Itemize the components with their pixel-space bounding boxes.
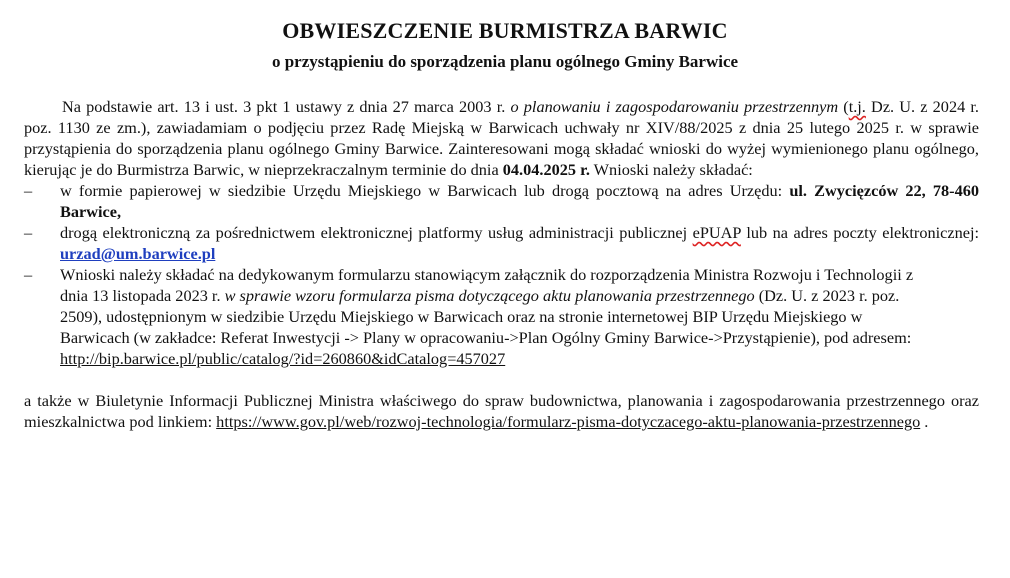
list-item-text: (Dz. U. z 2023 r. poz. 2509), udostępnionym w siedzibie Urzędu Miejskiego w Barwicach oraz na stronie internetowej BIP Urzędu Miejskiego w Barwicach (w zakładce: Referat Inwestycji -> Plany w opracowaniu->Plan Ogólny Gminy Barwice->Przystąpienie), pod adresem: bbox=[60, 286, 912, 347]
intro-text-1: Na podstawie art. 13 i ust. 3 pkt 1 ustawy z dnia 27 marca 2003 r. bbox=[62, 97, 511, 116]
intro-text-7: Wnioski należy składać: bbox=[589, 160, 753, 179]
document-title: OBWIESZCZENIE BURMISTRZA BARWIC bbox=[282, 18, 728, 43]
act-title: o planowaniu i zagospodarowaniu przestrzennym bbox=[510, 97, 839, 116]
closing-text: a także w Biuletynie Informacji Publicznej Ministra właściwego do spraw budownictwa, planowania i zagospodarowania przestrzennego oraz mieszkalnictwa pod linkiem: bbox=[24, 391, 979, 431]
list-item-text: w formie papierowej w siedzibie Urzędu Miejskiego w Barwicach lub drogą pocztową na adres Urzędu: bbox=[60, 181, 790, 200]
list-item-text: Wnioski należy składać na dedykowanym formularzu stanowiącym załącznik do rozporządzenia Ministra Rozwoju i Technologii z dnia 13 listopada 2023 r. bbox=[60, 265, 914, 305]
closing-end: . bbox=[920, 412, 929, 431]
regulation-title: w sprawie wzoru formularza pisma dotyczącego aktu planowania przestrzennego bbox=[224, 286, 755, 305]
spacer bbox=[24, 369, 979, 390]
list-item-form bbox=[24, 264, 979, 369]
submission-methods-list bbox=[24, 180, 979, 369]
document-subtitle: o przystąpieniu do sporządzenia planu ogólnego Gminy Barwice bbox=[271, 52, 739, 71]
list-item-text: lub na adres poczty elektronicznej: bbox=[740, 223, 979, 242]
deadline-date: 04.04.2025 r. bbox=[502, 160, 590, 179]
intro-text-3: ( bbox=[838, 97, 849, 116]
list-item-text: drogą elektroniczną za pośrednictwem elektronicznej platformy usług administracji publicznej bbox=[60, 223, 693, 242]
dash-bullet: – bbox=[24, 223, 33, 242]
bip-link[interactable]: http://bip.barwice.pl/public/catalog/?id=260860&idCatalog=457027 bbox=[60, 349, 506, 368]
closing-paragraph bbox=[24, 390, 979, 432]
email-link[interactable]: urzad@um.barwice.pl bbox=[60, 244, 216, 263]
intro-text-5: Dz. U. z 2024 r. poz. 1130 ze zm.), zawiadamiam o podjęciu przez Radę Miejską w Barwicach uchwały nr XIV/88/2025 z dnia 25 lutego 2025 r. w sprawie przystąpienia do sporządzenia planu ogólnego Gminy Barwice. Zainteresowani mogą składać wnioski do wyżej wymienionego planu ogólnego, kierując je do Burmistrza Barwic, w nieprzekraczalnym terminie do dnia bbox=[24, 97, 979, 179]
gov-link[interactable]: https://www.gov.pl/web/rozwoj-technologia/formularz-pisma-dotyczacego-aktu-planowania-przestrzennego bbox=[216, 412, 921, 431]
tj-abbrev: t.j. bbox=[848, 97, 866, 116]
list-item-paper bbox=[24, 180, 979, 222]
document-body bbox=[24, 96, 979, 432]
dash-bullet: – bbox=[24, 265, 33, 284]
office-address: ul. Zwycięzców 22, 78-460 Barwice, bbox=[60, 181, 979, 221]
epuap-term: ePUAP bbox=[692, 223, 741, 242]
list-item-electronic bbox=[24, 222, 979, 264]
dash-bullet: – bbox=[24, 181, 33, 200]
intro-paragraph bbox=[24, 96, 979, 180]
